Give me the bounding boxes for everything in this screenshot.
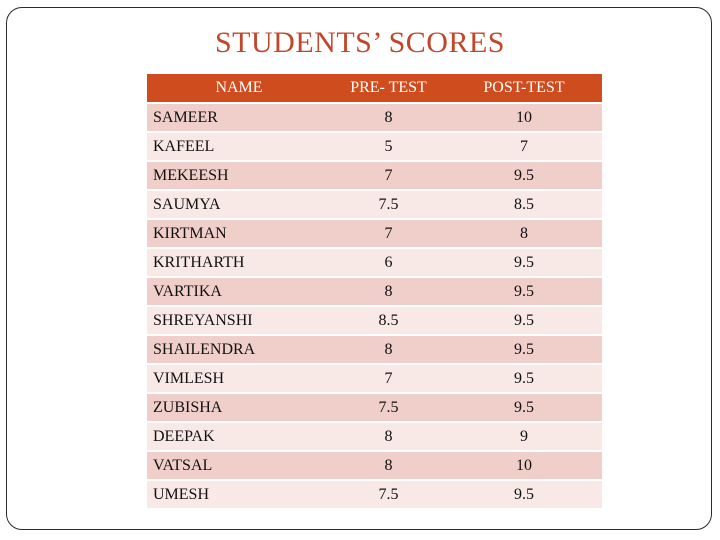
scores-table (147, 74, 602, 510)
column-header-post-test: POST-TEST (446, 74, 602, 104)
cell-post-test: 9.5 (446, 336, 602, 365)
cell-name: UMESH (147, 481, 331, 510)
cell-name: SAUMYA (147, 191, 331, 220)
table-row (147, 104, 602, 133)
column-header-name: NAME (147, 74, 331, 104)
cell-pre-test: 8 (331, 452, 446, 481)
cell-post-test: 10 (446, 452, 602, 481)
cell-post-test: 9.5 (446, 365, 602, 394)
cell-name: VIMLESH (147, 365, 331, 394)
cell-post-test: 7 (446, 133, 602, 162)
cell-post-test: 8.5 (446, 191, 602, 220)
cell-name: MEKEESH (147, 162, 331, 191)
cell-name: KRITHARTH (147, 249, 331, 278)
cell-post-test: 8 (446, 220, 602, 249)
cell-name: VATSAL (147, 452, 331, 481)
cell-post-test: 9 (446, 423, 602, 452)
cell-name: SHAILENDRA (147, 336, 331, 365)
table-row (147, 278, 602, 307)
cell-name: VARTIKA (147, 278, 331, 307)
table-row (147, 249, 602, 278)
cell-post-test: 10 (446, 104, 602, 133)
table-row (147, 394, 602, 423)
table-row (147, 423, 602, 452)
table-row (147, 191, 602, 220)
cell-pre-test: 7.5 (331, 394, 446, 423)
cell-name: SAMEER (147, 104, 331, 133)
cell-pre-test: 7.5 (331, 191, 446, 220)
cell-name: ZUBISHA (147, 394, 331, 423)
cell-pre-test: 8 (331, 423, 446, 452)
cell-pre-test: 7 (331, 220, 446, 249)
table-row (147, 133, 602, 162)
cell-pre-test: 5 (331, 133, 446, 162)
cell-post-test: 9.5 (446, 162, 602, 191)
cell-pre-test: 8 (331, 278, 446, 307)
table-row (147, 452, 602, 481)
table-row (147, 365, 602, 394)
cell-pre-test: 8 (331, 104, 446, 133)
table-row (147, 481, 602, 510)
table-body (147, 104, 602, 510)
table-row (147, 162, 602, 191)
cell-post-test: 9.5 (446, 481, 602, 510)
table-header-row (147, 74, 602, 104)
cell-name: DEEPAK (147, 423, 331, 452)
cell-pre-test: 6 (331, 249, 446, 278)
cell-post-test: 9.5 (446, 249, 602, 278)
cell-pre-test: 7.5 (331, 481, 446, 510)
cell-pre-test: 8 (331, 336, 446, 365)
cell-name: KAFEEL (147, 133, 331, 162)
table-row (147, 307, 602, 336)
cell-pre-test: 8.5 (331, 307, 446, 336)
cell-post-test: 9.5 (446, 307, 602, 336)
table-row (147, 220, 602, 249)
cell-post-test: 9.5 (446, 394, 602, 423)
cell-pre-test: 7 (331, 365, 446, 394)
cell-post-test: 9.5 (446, 278, 602, 307)
page-title: STUDENTS’ SCORES (215, 26, 505, 59)
cell-name: KIRTMAN (147, 220, 331, 249)
column-header-pre-test: PRE- TEST (331, 74, 446, 104)
table-row (147, 336, 602, 365)
cell-name: SHREYANSHI (147, 307, 331, 336)
cell-pre-test: 7 (331, 162, 446, 191)
